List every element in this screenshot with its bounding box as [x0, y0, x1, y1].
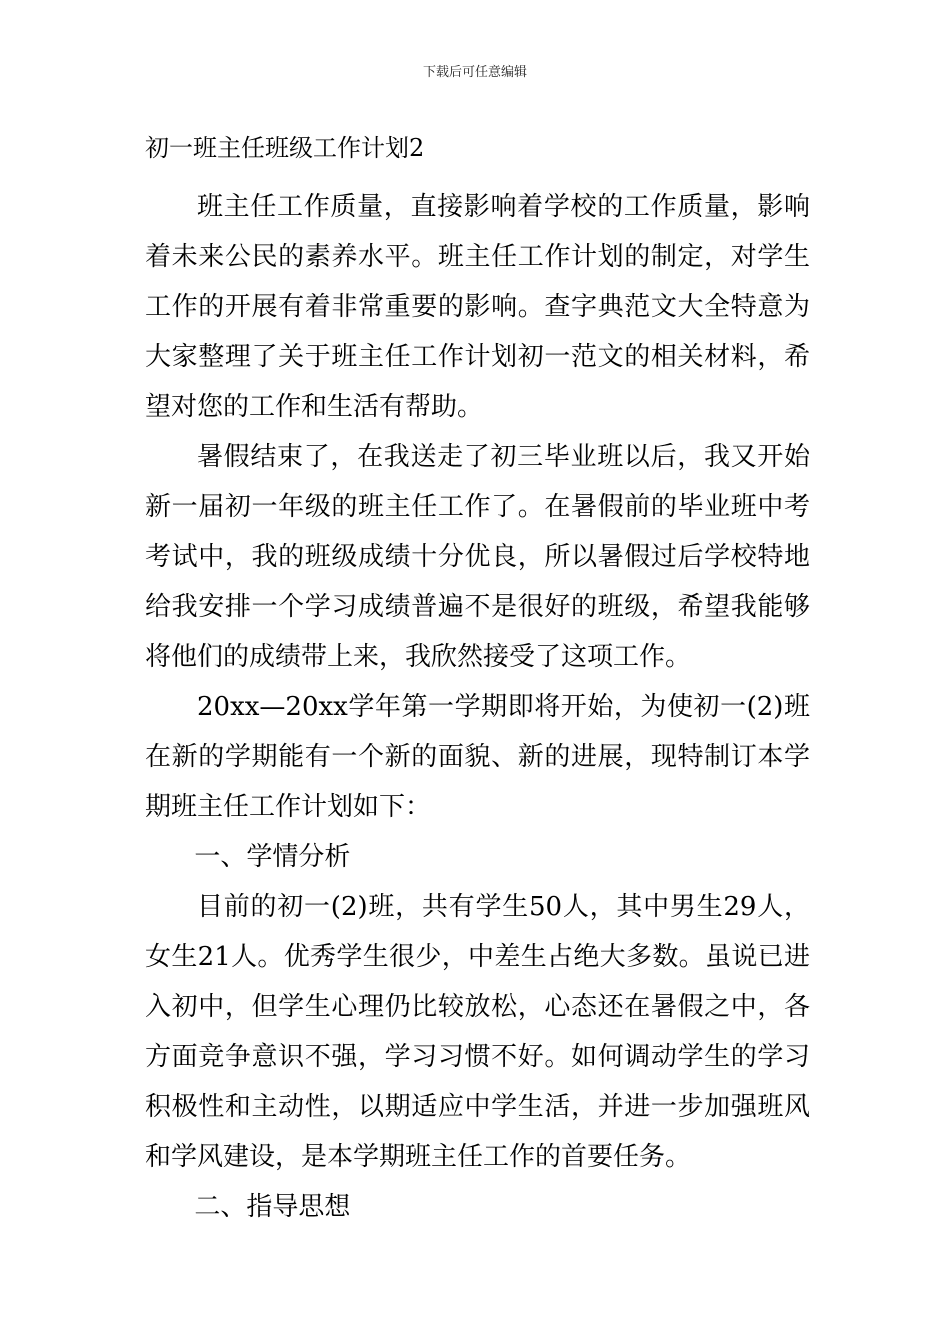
section-heading-analysis: 一、学情分析: [194, 842, 351, 872]
paragraph-analysis: 目前的初一(2)班，共有学生50人，其中男生29人，女生21人。优秀学生很少，中差生占绝大多数。虽说已进入初中，但学生心理仍比较放松，心态还在暑假之中，各方面竞争意识不强，学习习惯不好。如何调动学生的学习积极性和主动性，以期适应中学生活，并进一步加强班风和学风建设，是本学期班主任工作的首要任务。: [145, 892, 810, 1172]
paragraph-intro: 班主任工作质量，直接影响着学校的工作质量，影响着未来公民的素养水平。班主任工作计划的制定，对学生工作的开展有着非常重要的影响。查字典范文大全特意为大家整理了关于班主任工作计划初一范文的相关材料，希望对您的工作和生活有帮助。: [145, 192, 810, 422]
document-title: 初一班主任班级工作计划2: [145, 134, 425, 162]
paragraph-summer: 暑假结束了，在我送走了初三毕业班以后，我又开始新一届初一年级的班主任工作了。在暑假前的毕业班中考考试中，我的班级成绩十分优良，所以暑假过后学校特地给我安排一个学习成绩普遍不是很好的班级，希望我能够将他们的成绩带上来，我欣然接受了这项工作。: [145, 442, 810, 672]
document-body: [145, 128, 810, 1232]
page-header: 下载后可任意编辑: [422, 65, 527, 80]
section-heading-guiding-thought: 二、指导思想: [194, 1192, 351, 1222]
paragraph-semester: 20xx—20xx学年第一学期即将开始，为使初一(2)班在新的学期能有一个新的面貌、新的进展，现特制订本学期班主任工作计划如下：: [145, 692, 810, 822]
